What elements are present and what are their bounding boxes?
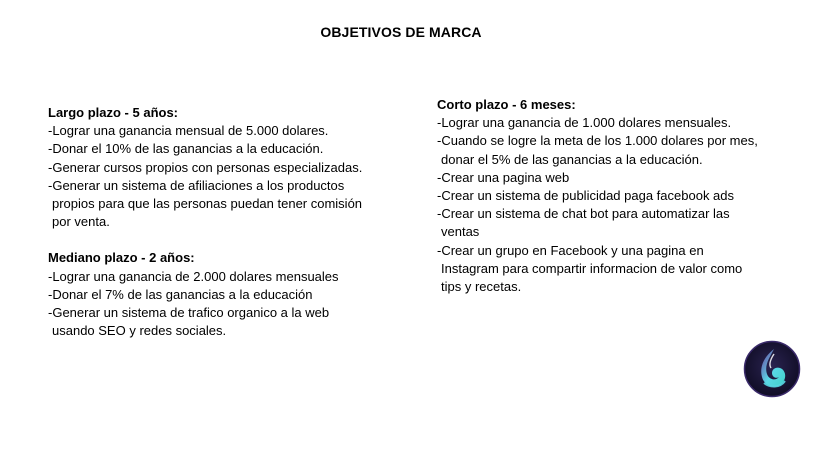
mid-term-section bbox=[48, 249, 388, 340]
long-term-line: -Lograr una ganancia mensual de 5.000 dolares. bbox=[48, 123, 329, 139]
mid-term-line: -Generar un sistema de trafico organico a la web bbox=[48, 305, 330, 321]
short-term-line: -Lograr una ganancia de 1.000 dolares mensuales. bbox=[437, 115, 732, 131]
left-column bbox=[48, 104, 388, 358]
short-term-line: donar el 5% de las ganancias a la educación. bbox=[441, 151, 703, 167]
short-term-line: tips y recetas. bbox=[441, 279, 522, 295]
mid-term-line: -Donar el 7% de las ganancias a la educación bbox=[48, 286, 313, 302]
long-term-line: -Donar el 10% de las ganancias a la educación. bbox=[48, 141, 324, 157]
short-term-line: -Cuando se logre la meta de los 1.000 dolares por mes, bbox=[437, 133, 758, 149]
short-term-line: -Crear una pagina web bbox=[437, 169, 570, 185]
short-term-line: -Crear un grupo en Facebook y una pagina en bbox=[437, 242, 704, 258]
mid-term-line: usando SEO y redes sociales. bbox=[52, 323, 227, 339]
right-column bbox=[437, 96, 797, 314]
short-term-section bbox=[437, 96, 797, 296]
short-term-line: ventas bbox=[441, 224, 480, 240]
long-term-line: propios para que las personas puedan tener comisión bbox=[52, 196, 363, 212]
long-term-section bbox=[48, 104, 388, 231]
short-term-line: Instagram para compartir informacion de valor como bbox=[441, 260, 743, 276]
page-title: OBJETIVOS DE MARCA bbox=[320, 24, 482, 40]
long-term-line: -Generar cursos propios con personas especializadas. bbox=[48, 159, 363, 175]
short-term-heading: Corto plazo - 6 meses: bbox=[437, 97, 576, 112]
long-term-line: por venta. bbox=[52, 214, 110, 230]
short-term-line: -Crear un sistema de chat bot para automatizar las bbox=[437, 206, 730, 222]
long-term-heading: Largo plazo - 5 años: bbox=[48, 105, 179, 120]
short-term-line: -Crear un sistema de publicidad paga facebook ads bbox=[437, 188, 735, 204]
brand-logo-icon bbox=[743, 340, 801, 398]
mid-term-line: -Lograr una ganancia de 2.000 dolares mensuales bbox=[48, 268, 339, 284]
long-term-line: -Generar un sistema de afiliaciones a los productos bbox=[48, 177, 345, 193]
mid-term-heading: Mediano plazo - 2 años: bbox=[48, 250, 195, 266]
